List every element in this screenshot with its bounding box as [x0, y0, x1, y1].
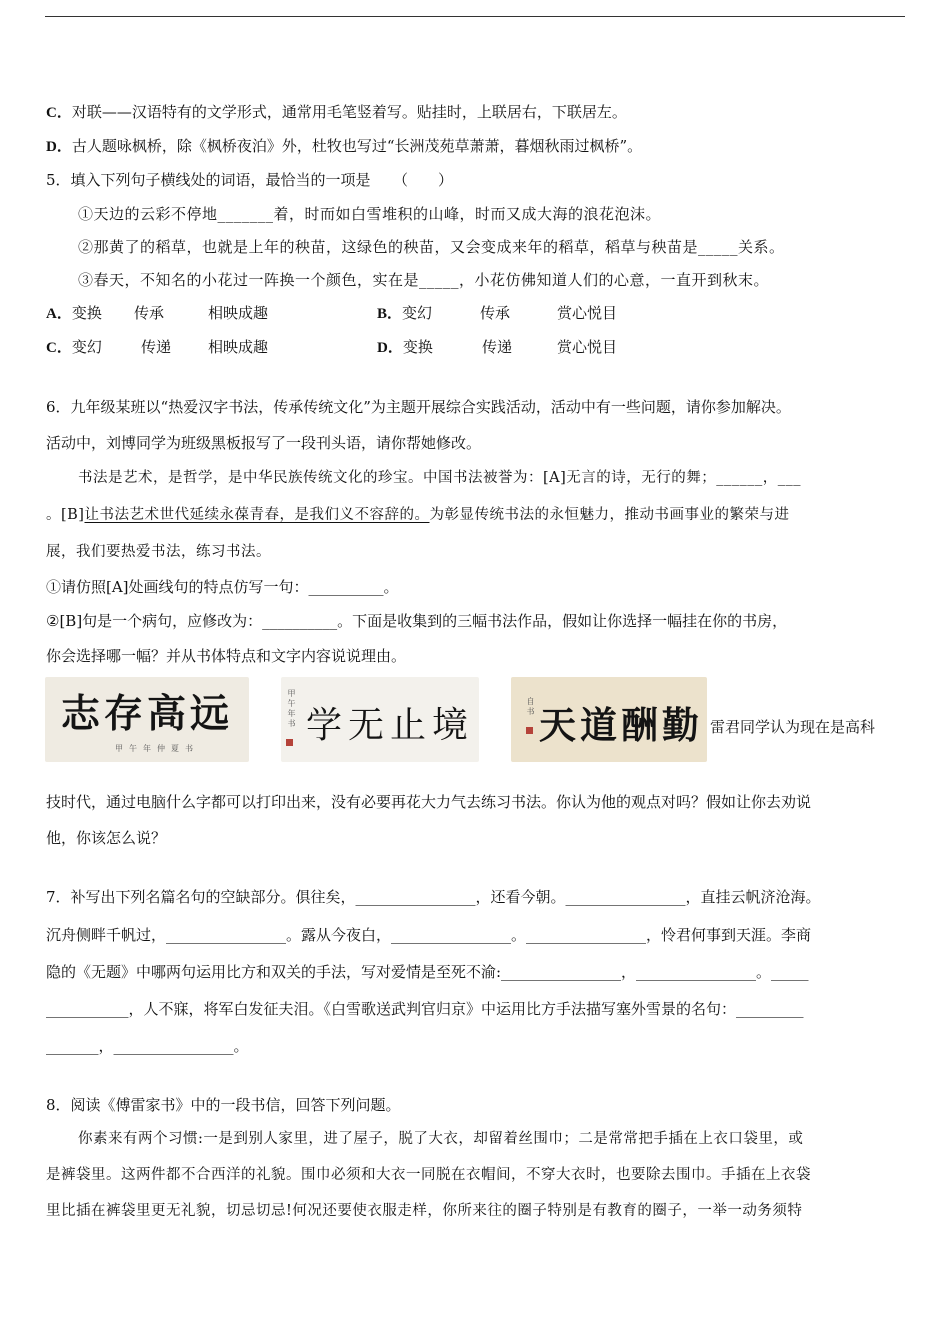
q8-passage-2: 是裤袋里。这两件都不合西洋的礼貌。围巾必须和大衣一同脱在衣帽间，不穿大衣时，也要除去围巾。手插在上衣袋: [46, 1167, 811, 1183]
q6-stem-2: 活动中，刘博同学为班级黑板报写了一段刊头语，请你帮她修改。: [46, 434, 482, 452]
q8-passage-3: 里比插在裤袋里更无礼貌，切忌切忌!何况还要使衣服走样，你所来往的圈子特别是有教育的圈子，一举一动务须特: [46, 1203, 803, 1219]
q4-option-d: D．古人题咏枫桥，除《枫桥夜泊》外，杜牧也写过“长洲茂苑草萧萧，暮烟秋雨过枫桥”。: [46, 137, 643, 155]
q5-option-d: D．变换: [377, 338, 433, 356]
q6-continuation-1: 技时代，通过电脑什么字都可以打印出来，没有必要再花大力气去练习书法。你认为他的观点对吗？假如让你去劝说: [46, 793, 812, 811]
q6-after-images: 雷君同学认为现在是高科: [710, 718, 876, 736]
q6-stem-1: 6．九年级某班以“热爱汉字书法，传承传统文化”为主题开展综合实践活动，活动中有一些问题，请你参加解决。: [46, 398, 791, 416]
q7-line-2: 沉舟侧畔千帆过，________________。露从今夜白，________________。________________，怜君何事到天涯。李商: [46, 926, 812, 944]
q5-option-c: C．变幻: [46, 338, 102, 356]
q7-line-4: ___________，人不寐，将军白发征夫泪。《白雪歌送武判官归京》中运用比方手法描写塞外雪景的名句：_________: [46, 1000, 804, 1018]
q5-stem: 5．填入下列句子横线处的词语，最恰当的一项是 （ ）: [46, 171, 454, 189]
q6-passage-2: 。[B]让书法艺术世代延续永葆青春，是我们义不容辞的。为彰显传统书法的永恒魅力，推动书画事业的繁荣与进: [46, 507, 790, 523]
q8-passage-1: 你素来有两个习惯:一是到别人家里，进了屋子，脱了大衣，却留着丝围巾；二是常常把手插在上衣口袋里，或: [78, 1131, 804, 1147]
q5-sentence-2: ②那黄了的稻草，也就是上年的秧苗，这绿色的秧苗，又会变成来年的稻草，稻草与秧苗是_____关系。: [78, 238, 785, 256]
q5-option-a: A．变换: [46, 304, 102, 322]
calligraphy-artwork-3: 天道酬勤 自书: [511, 677, 707, 762]
q8-stem: 8．阅读《傅雷家书》中的一段书信，回答下列问题。: [46, 1096, 401, 1114]
q4-option-c: C．对联——汉语特有的文学形式，通常用毛笔竖着写。贴挂时，上联居右，下联居左。: [46, 103, 627, 121]
q5-option-b-word2: 传承: [480, 304, 511, 322]
q7-line-3: 隐的《无题》中哪两句运用比方和双关的手法，写对爱情是至死不渝:________________，________________。_____: [46, 963, 809, 981]
q6-sub-question-2: ②[B]句是一个病句，应修改为：__________。下面是收集到的三幅书法作品，假如让你选择一幅挂在你的书房，: [46, 612, 788, 630]
q6-passage-1: 书法是艺术，是哲学，是中华民族传统文化的珍宝。中国书法被誉为：[A]无言的诗，无行的舞；______，___: [78, 470, 802, 486]
q6-passage-3: 展，我们要热爱书法，练习书法。: [46, 544, 271, 560]
q5-option-b-word3: 赏心悦目: [557, 304, 618, 322]
q5-sentence-3: ③春天，不知名的小花过一阵换一个颜色，实在是_____，小花仿佛知道人们的心意，一直开到秋末。: [78, 271, 770, 289]
q5-option-a-word2: 传承: [134, 304, 165, 322]
q7-line-5: _______，________________。: [46, 1037, 249, 1055]
q6-sub-question-2b: 你会选择哪一幅？并从书体特点和文字内容说说理由。: [46, 647, 407, 665]
q5-option-c-word3: 相映成趣: [208, 338, 269, 356]
q6-sentence-b-underlined: 让书法艺术世代延续永葆青春，是我们义不容辞的。: [84, 507, 430, 523]
q7-line-1: 7．补写出下列名篇名句的空缺部分。俱往矣，________________，还看今朝。________________，直挂云帆济沧海。: [46, 888, 821, 906]
q5-option-a-word3: 相映成趣: [208, 304, 269, 322]
q5-option-d-word2: 传递: [482, 338, 513, 356]
calligraphy-artwork-1: 志存高远 甲午年仲夏书: [45, 677, 249, 762]
seal-stamp: [526, 727, 533, 734]
q5-sentence-1: ①天边的云彩不停地_______着，时而如白雪堆积的山峰，时而又成大海的浪花泡沫。: [78, 205, 662, 223]
q6-sub-question-1: ①请仿照[A]处画线句的特点仿写一句：__________。: [46, 578, 399, 596]
header-rule: [45, 16, 905, 17]
calligraphy-artwork-2: 学无止境 甲午年书: [281, 677, 479, 762]
q5-option-b: B．变幻: [377, 304, 433, 322]
q5-option-d-word3: 赏心悦目: [557, 338, 618, 356]
seal-stamp: [286, 739, 293, 746]
q6-continuation-2: 他，你该怎么说？: [46, 829, 167, 847]
q5-option-c-word2: 传递: [141, 338, 172, 356]
